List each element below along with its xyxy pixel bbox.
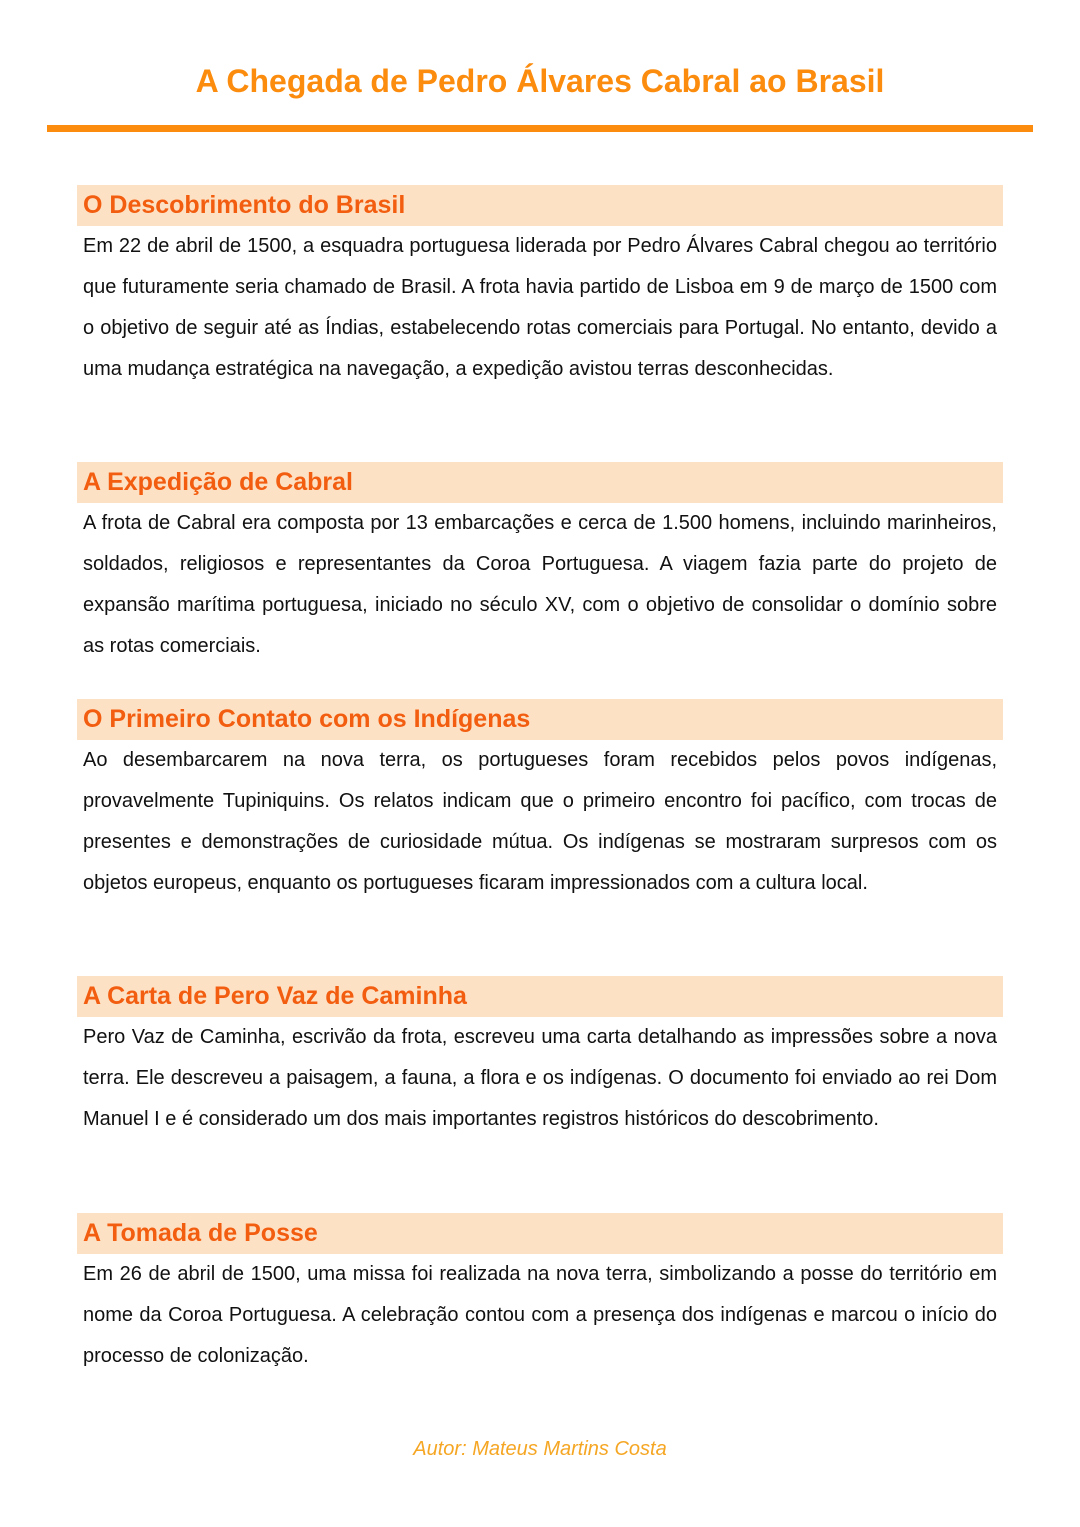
author-credit: Autor: Mateus Martins Costa: [413, 1438, 667, 1460]
section-heading: A Carta de Pero Vaz de Caminha: [77, 976, 1003, 1017]
section-heading: O Descobrimento do Brasil: [77, 185, 1003, 226]
section-heading: A Expedição de Cabral: [77, 462, 1003, 503]
page-title: A Chegada de Pedro Álvares Cabral ao Brasil: [195, 63, 885, 99]
section-heading: A Tomada de Posse: [77, 1213, 1003, 1254]
section-heading: O Primeiro Contato com os Indígenas: [77, 699, 1003, 740]
section-descobrimento: [77, 185, 1003, 462]
section-carta-caminha: [77, 976, 1003, 1213]
section-primeiro-contato: [77, 699, 1003, 976]
section-paragraph: Pero Vaz de Caminha, escrivão da frota, escreveu uma carta detalhando as impressões sobre a nova terra. Ele descreveu a paisagem, a fauna, a flora e os indígenas. O documento foi enviado ao rei Dom Manuel I e é considerado um dos mais importantes registros históricos do descobrimento.: [83, 1026, 997, 1130]
section-paragraph: A frota de Cabral era composta por 13 embarcações e cerca de 1.500 homens, incluindo marinheiros, soldados, religiosos e representantes da Coroa Portuguesa. A viagem fazia parte do projeto de expansão marítima portuguesa, iniciado no século XV, com o objetivo de consolidar o domínio sobre as rotas comerciais.: [83, 512, 997, 657]
section-paragraph: Em 26 de abril de 1500, uma missa foi realizada na nova terra, simbolizando a posse do território em nome da Coroa Portuguesa. A celebração contou com a presença dos indígenas e marcou o início do processo de colonização.: [83, 1263, 997, 1367]
section-tomada-posse: [77, 1213, 1003, 1377]
title-divider: [47, 125, 1033, 132]
section-paragraph: Ao desembarcarem na nova terra, os portugueses foram recebidos pelos povos indígenas, provavelmente Tupiniquins. Os relatos indicam que o primeiro encontro foi pacífico, com trocas de presentes e demonstrações de curiosidade mútua. Os indígenas se mostraram surpresos com os objetos europeus, enquanto os portugueses ficaram impressionados com a cultura local.: [83, 749, 997, 894]
section-paragraph: Em 22 de abril de 1500, a esquadra portuguesa liderada por Pedro Álvares Cabral chegou ao território que futuramente seria chamado de Brasil. A frota havia partido de Lisboa em 9 de março de 1500 com o objetivo de seguir até as Índias, estabelecendo rotas comerciais para Portugal. No entanto, devido a uma mudança estratégica na navegação, a expedição avistou terras desconhecidas.: [83, 235, 997, 380]
document-body: [77, 185, 1003, 1377]
section-expedicao: [77, 462, 1003, 699]
